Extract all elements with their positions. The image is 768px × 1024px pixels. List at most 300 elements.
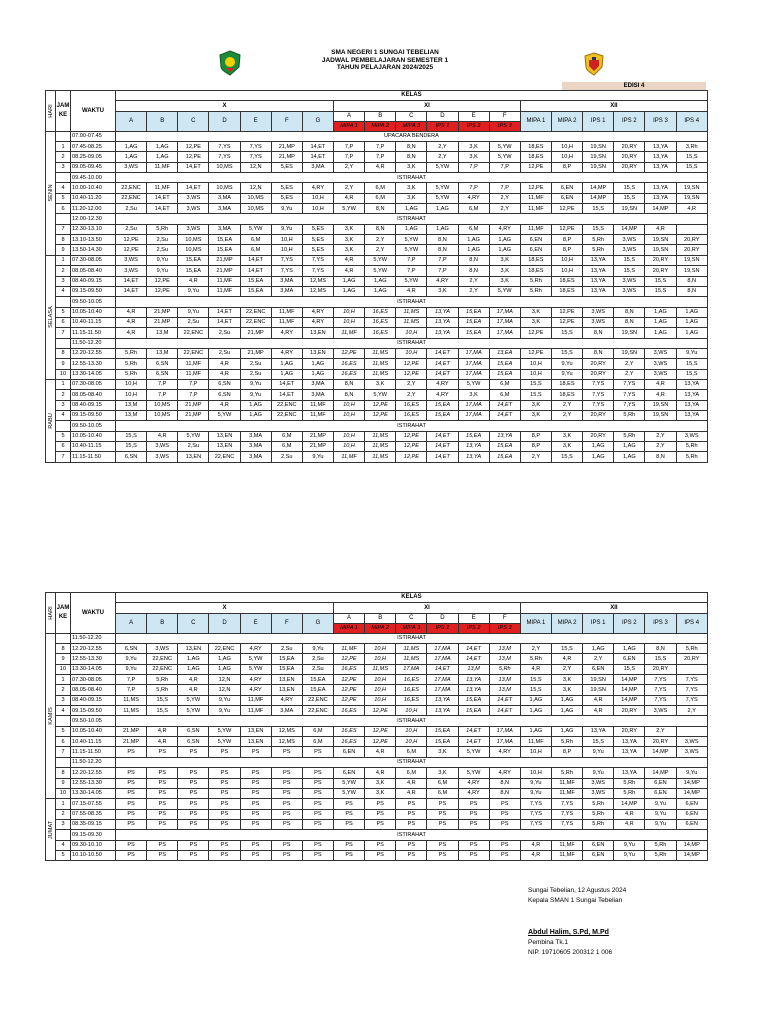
waktu-cell: 12.20-12.55 xyxy=(71,644,116,654)
jam-cell xyxy=(56,131,71,141)
subject-cell: 6,M xyxy=(240,235,271,245)
subject-cell: 10,H xyxy=(365,644,396,654)
subject-cell: 3,WS xyxy=(676,737,707,747)
waktu-cell: 13.10-13.50 xyxy=(71,235,116,245)
subject-cell: 15,S xyxy=(645,654,676,664)
subject-cell: 14,ET xyxy=(427,348,458,358)
subject-cell: PS xyxy=(209,840,240,850)
subject-cell: 5,YW xyxy=(396,245,427,255)
subject-cell: 6,M xyxy=(489,390,520,400)
signature-rank: Pembina Tk.1 xyxy=(528,939,568,946)
subject-cell: 5,YW xyxy=(396,235,427,245)
waktu-cell: 11.15-11.50 xyxy=(71,328,116,338)
subject-cell: 1,AG xyxy=(676,328,707,338)
subject-cell: 2,Y xyxy=(614,359,645,369)
hari-header xyxy=(46,593,56,634)
subject-cell: 2,Y xyxy=(458,286,489,296)
subject-cell: 4,R xyxy=(209,400,240,410)
subject-cell: 11,MS xyxy=(365,664,396,674)
subject-cell: 22,ENC xyxy=(271,410,302,420)
jam-cell: 1 xyxy=(56,675,71,685)
subject-cell: 6,M xyxy=(427,788,458,798)
subject-cell: 10,H xyxy=(520,359,551,369)
subject-cell: 3,MA xyxy=(209,193,240,203)
subject-cell: 4,R xyxy=(520,664,551,674)
subject-cell: 3,K xyxy=(489,255,520,265)
kelas-header: KELAS xyxy=(116,593,708,603)
subject-cell: 4,R xyxy=(614,819,645,829)
subject-cell: 6,M xyxy=(271,442,302,452)
subject-cell: 9,Yu xyxy=(583,768,614,778)
subject-cell: 18,ES xyxy=(520,255,551,265)
subject-cell: 7,YS xyxy=(209,142,240,152)
waktu-cell: 09.50-10.05 xyxy=(71,297,116,307)
subject-cell: 8,N xyxy=(645,644,676,654)
subject-cell: PS xyxy=(427,840,458,850)
subject-cell: 12,PE xyxy=(333,685,364,695)
subject-cell: 1,AG xyxy=(396,204,427,214)
subject-cell: 11,MF xyxy=(551,778,582,788)
subject-cell: 13,EN xyxy=(178,644,209,654)
subject-cell: 7,P xyxy=(365,142,396,152)
subject-cell: 13,EN xyxy=(302,328,333,338)
subject-cell: 7,YS xyxy=(302,255,333,265)
subject-cell: 3,MA xyxy=(271,286,302,296)
subject-cell: 8,N xyxy=(614,307,645,317)
subject-cell: 20,RY xyxy=(645,664,676,674)
subject-cell: 15,S xyxy=(147,695,178,705)
subject-cell: PS xyxy=(302,840,333,850)
subject-cell: 10,H xyxy=(551,266,582,276)
subject-cell: 14,ET xyxy=(271,390,302,400)
subject-cell: 7,YS xyxy=(520,809,551,819)
subject-cell: 7,P xyxy=(365,152,396,162)
subject-cell: 13,M xyxy=(116,410,147,420)
table-row xyxy=(46,768,708,778)
subject-cell: PS xyxy=(271,850,302,860)
subject-cell: 8,N xyxy=(333,379,364,389)
waktu-cell: 12.00-12.30 xyxy=(71,214,116,224)
subject-cell: 16,ES xyxy=(333,359,364,369)
subject-cell: PS xyxy=(302,850,333,860)
subject-cell: 13,YA xyxy=(458,685,489,695)
subject-cell: 3,K xyxy=(365,788,396,798)
subject-cell: 2,Y xyxy=(333,162,364,172)
subject-cell: PS xyxy=(271,819,302,829)
subject-cell: 15,S xyxy=(614,664,645,674)
subject-cell: 21,MP xyxy=(302,431,333,441)
subject-cell: 9,Yu xyxy=(271,224,302,234)
subject-cell: 12,PE xyxy=(178,142,209,152)
subject-cell: 5,Rh xyxy=(116,348,147,358)
subject-cell: 19,SN xyxy=(583,675,614,685)
subject-cell: 15,EA xyxy=(489,442,520,452)
subject-cell: 17,MA xyxy=(489,726,520,736)
waktu-cell: 13.50-14.30 xyxy=(71,245,116,255)
subject-cell: 2,Su xyxy=(209,348,240,358)
subject-cell: 3,MA xyxy=(271,276,302,286)
subject-cell: 8,N xyxy=(365,224,396,234)
jam-cell xyxy=(56,421,71,431)
subject-cell: 2,Su xyxy=(240,359,271,369)
jam-cell: 5 xyxy=(56,193,71,203)
subject-cell: 12,MS xyxy=(302,276,333,286)
subject-cell: PS xyxy=(178,747,209,757)
subject-cell: 15,S xyxy=(551,328,582,338)
subject-cell: PS xyxy=(147,819,178,829)
class-xi-name: MIPA 1 xyxy=(333,623,364,633)
subject-cell: 18,ES xyxy=(551,379,582,389)
subject-cell: PS xyxy=(147,799,178,809)
class-xi-e: E xyxy=(458,111,489,121)
subject-cell: 19,SN xyxy=(614,348,645,358)
subject-cell: PS xyxy=(240,768,271,778)
subject-cell: 8,N xyxy=(489,778,520,788)
subject-cell: PS xyxy=(147,788,178,798)
subject-cell: 15,EA xyxy=(427,726,458,736)
subject-cell: 7,P xyxy=(427,255,458,265)
subject-cell: 13,M xyxy=(489,685,520,695)
subject-cell: PS xyxy=(458,809,489,819)
subject-cell: PS xyxy=(240,788,271,798)
subject-cell: 4,RY xyxy=(240,644,271,654)
subject-cell: 15,EA xyxy=(240,276,271,286)
jam-cell: 1 xyxy=(56,799,71,809)
subject-cell: 12,MS xyxy=(271,737,302,747)
subject-cell: 10,H xyxy=(551,255,582,265)
subject-cell: 1,AG xyxy=(489,235,520,245)
subject-cell: 12,PE xyxy=(333,654,364,664)
subject-cell: 4,R xyxy=(116,328,147,338)
subject-cell: 3,K xyxy=(458,390,489,400)
subject-cell: 8,N xyxy=(676,286,707,296)
subject-cell: PS xyxy=(271,768,302,778)
subject-cell: 5,YW xyxy=(396,276,427,286)
break-label: ISTIRAHAT xyxy=(116,173,708,183)
signature-title: Kepala SMAN 1 Sungai Tebelian xyxy=(528,897,623,904)
waktu-cell: 12.55-13.30 xyxy=(71,778,116,788)
subject-cell: 3,K xyxy=(427,747,458,757)
subject-cell: 22,ENC xyxy=(147,654,178,664)
table-row xyxy=(46,809,708,819)
subject-cell: 15,EA xyxy=(209,235,240,245)
subject-cell: 16,ES xyxy=(396,685,427,695)
waktu-cell: 10.00-10.40 xyxy=(71,183,116,193)
jam-cell: 2 xyxy=(56,685,71,695)
table-row xyxy=(46,840,708,850)
class-xi-name: MIPA 3 xyxy=(396,623,427,633)
subject-cell: 13,YA xyxy=(676,379,707,389)
subject-cell: 12,PE xyxy=(333,348,364,358)
subject-cell: 17,MA xyxy=(458,348,489,358)
table-row xyxy=(46,400,708,410)
subject-cell: 15,S xyxy=(116,431,147,441)
subject-cell: PS xyxy=(365,840,396,850)
subject-cell: 12,PE xyxy=(396,442,427,452)
subject-cell: PS xyxy=(116,809,147,819)
subject-cell: 14,ET xyxy=(427,431,458,441)
subject-cell: 15,S xyxy=(583,204,614,214)
subject-cell: 6,EN xyxy=(676,799,707,809)
jam-cell: 1 xyxy=(56,142,71,152)
subject-cell: 2,Su xyxy=(178,442,209,452)
subject-cell: 11,MS xyxy=(116,706,147,716)
class-xi-e: E xyxy=(458,613,489,623)
subject-cell: 15,EA xyxy=(458,317,489,327)
subject-cell: 8,P xyxy=(551,245,582,255)
subject-cell: 5,YW xyxy=(427,183,458,193)
subject-cell: 5,Rh xyxy=(116,369,147,379)
jam-cell: 10 xyxy=(56,788,71,798)
subject-cell: 7,YS xyxy=(520,819,551,829)
break-row xyxy=(46,173,708,183)
subject-cell: 4,R xyxy=(676,204,707,214)
jam-cell: 7 xyxy=(56,328,71,338)
subject-cell: 9,Yu xyxy=(209,706,240,716)
subject-cell: 10,H xyxy=(271,245,302,255)
subject-cell: 1,AG xyxy=(551,726,582,736)
subject-cell: 15,S xyxy=(676,359,707,369)
jam-cell: 1 xyxy=(56,255,71,265)
subject-cell: 20,RY xyxy=(645,266,676,276)
subject-cell: 2,Y xyxy=(427,142,458,152)
subject-cell: 2,Y xyxy=(551,400,582,410)
subject-cell: 11,MF xyxy=(302,410,333,420)
jam-cell: 9 xyxy=(56,359,71,369)
waktu-cell: 10.40-11.15 xyxy=(71,737,116,747)
subject-cell: 6,EN xyxy=(614,654,645,664)
subject-cell: 19,SN xyxy=(676,255,707,265)
subject-cell: 12,PE xyxy=(333,695,364,705)
subject-cell: 4,R xyxy=(396,788,427,798)
waktu-cell: 11.50-12.20 xyxy=(71,338,116,348)
subject-cell: 6,M xyxy=(489,379,520,389)
subject-cell: 13,EN xyxy=(209,442,240,452)
subject-cell: 10,H xyxy=(520,747,551,757)
subject-cell: 3,WS xyxy=(116,162,147,172)
class-xii-mipa2: MIPA 2 xyxy=(551,613,582,633)
subject-cell: 11,MF xyxy=(271,307,302,317)
table-row xyxy=(46,778,708,788)
jam-cell: 3 xyxy=(56,162,71,172)
table-row xyxy=(46,410,708,420)
subject-cell: 4,RY xyxy=(489,224,520,234)
subject-cell: 9,Yu xyxy=(614,840,645,850)
subject-cell: 12,PE xyxy=(396,359,427,369)
subject-cell: 11,MF xyxy=(209,286,240,296)
subject-cell: 2,Su xyxy=(302,654,333,664)
jam-cell xyxy=(56,173,71,183)
subject-cell: 4,R xyxy=(147,431,178,441)
subject-cell: 19,SN xyxy=(676,183,707,193)
subject-cell: 7,YS xyxy=(240,152,271,162)
subject-cell: PS xyxy=(365,799,396,809)
hari-label: HARI xyxy=(47,606,54,620)
subject-cell: 9,Yu xyxy=(614,850,645,860)
subject-cell: 1,AG xyxy=(333,276,364,286)
subject-cell: 17,MA xyxy=(458,359,489,369)
subject-cell: 22,ENC xyxy=(209,644,240,654)
subject-cell: 19,SN xyxy=(645,235,676,245)
subject-cell: 12,PE xyxy=(365,410,396,420)
class-xii-ips3: IPS 3 xyxy=(645,111,676,131)
jam-ke-header: JAM KE xyxy=(56,593,71,634)
class-xii-ips2: IPS 2 xyxy=(614,111,645,131)
subject-cell: 3,K xyxy=(489,266,520,276)
subject-cell: 10,H xyxy=(396,726,427,736)
subject-cell: 12,PE xyxy=(396,431,427,441)
subject-cell: 2,Su xyxy=(240,369,271,379)
jam-cell: 3 xyxy=(56,276,71,286)
subject-cell: 7,P xyxy=(116,675,147,685)
subject-cell: 5,Rh xyxy=(645,840,676,850)
subject-cell: 11,MS xyxy=(116,695,147,705)
subject-cell: PS xyxy=(209,778,240,788)
subject-cell: 15,EA xyxy=(458,706,489,716)
subject-cell: 6,M xyxy=(427,778,458,788)
subject-cell: 1,AG xyxy=(333,286,364,296)
table-row xyxy=(46,431,708,441)
subject-cell: 4,R xyxy=(583,695,614,705)
subject-cell: 12,PE xyxy=(333,675,364,685)
subject-cell: 19,SN xyxy=(645,400,676,410)
subject-cell: 15,EA xyxy=(427,410,458,420)
subject-cell: 15,S xyxy=(551,452,582,462)
subject-cell: 1,AG xyxy=(271,359,302,369)
school-name: SMA NEGERI 1 SUNGAI TEBELIAN xyxy=(331,49,439,56)
subject-cell: 15,EA xyxy=(489,359,520,369)
jam-cell: 8 xyxy=(56,348,71,358)
subject-cell: 5,YW xyxy=(240,654,271,664)
subject-cell: 6,SN xyxy=(209,390,240,400)
jam-ke-header: JAM KE xyxy=(56,91,71,132)
subject-cell: 17,MA xyxy=(458,400,489,410)
subject-cell: 3,MA xyxy=(302,390,333,400)
subject-cell: 4,R xyxy=(333,255,364,265)
subject-cell: 7,P xyxy=(396,266,427,276)
subject-cell: 21,MP xyxy=(178,410,209,420)
subject-cell: 5,YW xyxy=(365,255,396,265)
subject-cell: 22,ENC xyxy=(116,183,147,193)
subject-cell: 7,YS xyxy=(583,400,614,410)
subject-cell: 15,S xyxy=(614,193,645,203)
subject-cell: 19,SN xyxy=(614,328,645,338)
subject-cell: 11,MF xyxy=(178,359,209,369)
class-x-c: C xyxy=(178,111,209,131)
subject-cell: 20,RY xyxy=(614,726,645,736)
subject-cell: 22,ENC xyxy=(209,452,240,462)
subject-cell: 3,K xyxy=(551,431,582,441)
subject-cell: 2,Y xyxy=(645,726,676,736)
subject-cell: 1,AG xyxy=(520,706,551,716)
subject-cell: 12,PE xyxy=(551,317,582,327)
subject-cell: 6,EN xyxy=(333,747,364,757)
subject-cell: PS xyxy=(396,850,427,860)
subject-cell: 3,K xyxy=(365,379,396,389)
subject-cell: 5,Rh xyxy=(676,644,707,654)
subject-cell: 21,MP xyxy=(147,307,178,317)
subject-cell: 15,S xyxy=(583,224,614,234)
subject-cell: 5,ES xyxy=(271,193,302,203)
class-xi-c: C xyxy=(396,613,427,623)
subject-cell: 6,M xyxy=(302,726,333,736)
subject-cell: 15,EA xyxy=(427,400,458,410)
subject-cell: 3,WS xyxy=(116,266,147,276)
subject-cell: 15,S xyxy=(520,390,551,400)
subject-cell: 13,EN xyxy=(302,348,333,358)
subject-cell: 13,YA xyxy=(427,328,458,338)
subject-cell: 14,ET xyxy=(147,204,178,214)
subject-cell: 11,MF xyxy=(551,840,582,850)
jam-cell: 7 xyxy=(56,747,71,757)
subject-cell: 22,ENC xyxy=(271,400,302,410)
subject-cell: 2,Su xyxy=(271,452,302,462)
subject-cell: 7,YS xyxy=(676,695,707,705)
subject-cell: 4,R xyxy=(645,390,676,400)
subject-cell: 9,Yu xyxy=(645,819,676,829)
subject-cell: 3,WS xyxy=(645,348,676,358)
subject-cell: 15,EA xyxy=(240,286,271,296)
subject-cell: 5,YW xyxy=(333,788,364,798)
subject-cell: 8,N xyxy=(427,245,458,255)
subject-cell: PS xyxy=(178,850,209,860)
subject-cell: 1,AG xyxy=(645,328,676,338)
subject-cell: 2,Y xyxy=(583,654,614,664)
subject-cell: 7,YS xyxy=(551,799,582,809)
subject-cell: 2,Y xyxy=(333,183,364,193)
subject-cell: 13,EN xyxy=(271,675,302,685)
subject-cell: 14,MP xyxy=(645,747,676,757)
subject-cell: 3,K xyxy=(333,245,364,255)
jam-cell: 4 xyxy=(56,840,71,850)
subject-cell: 3,K xyxy=(427,286,458,296)
subject-cell: 10,MS xyxy=(209,183,240,193)
subject-cell: 1,AG xyxy=(427,204,458,214)
subject-cell: 17,MA xyxy=(489,328,520,338)
subject-cell: 1,AG xyxy=(458,245,489,255)
subject-cell: 5,Rh xyxy=(583,819,614,829)
subject-cell: 9,Yu xyxy=(147,255,178,265)
subject-cell: 20,RY xyxy=(614,142,645,152)
subject-cell: 13,YA xyxy=(676,390,707,400)
subject-cell: 20,RY xyxy=(583,359,614,369)
class-x-g: G xyxy=(302,111,333,131)
class-x-f: F xyxy=(271,613,302,633)
subject-cell: 13,YA xyxy=(645,193,676,203)
subject-cell: 5,YW xyxy=(458,379,489,389)
subject-cell: 6,M xyxy=(365,193,396,203)
class-xi-name: IPS 2 xyxy=(458,121,489,131)
class-xi-name: IPS 1 xyxy=(427,623,458,633)
subject-cell: 15,S xyxy=(614,255,645,265)
break-row xyxy=(46,338,708,348)
subject-cell: 18,ES xyxy=(551,390,582,400)
subject-cell: 18,ES xyxy=(520,152,551,162)
subject-cell: 15,S xyxy=(645,286,676,296)
subject-cell: 3,WS xyxy=(147,442,178,452)
subject-cell: 7,P xyxy=(427,266,458,276)
subject-cell: 18,ES xyxy=(520,142,551,152)
subject-cell: 20,RY xyxy=(614,162,645,172)
subject-cell: PS xyxy=(209,799,240,809)
subject-cell: 1,AG xyxy=(302,359,333,369)
subject-cell: PS xyxy=(147,778,178,788)
subject-cell: 4,RY xyxy=(458,193,489,203)
signature-block xyxy=(528,886,626,958)
subject-cell: 1,AG xyxy=(489,245,520,255)
subject-cell: 3,MA xyxy=(271,706,302,716)
subject-cell: 5,ES xyxy=(271,183,302,193)
